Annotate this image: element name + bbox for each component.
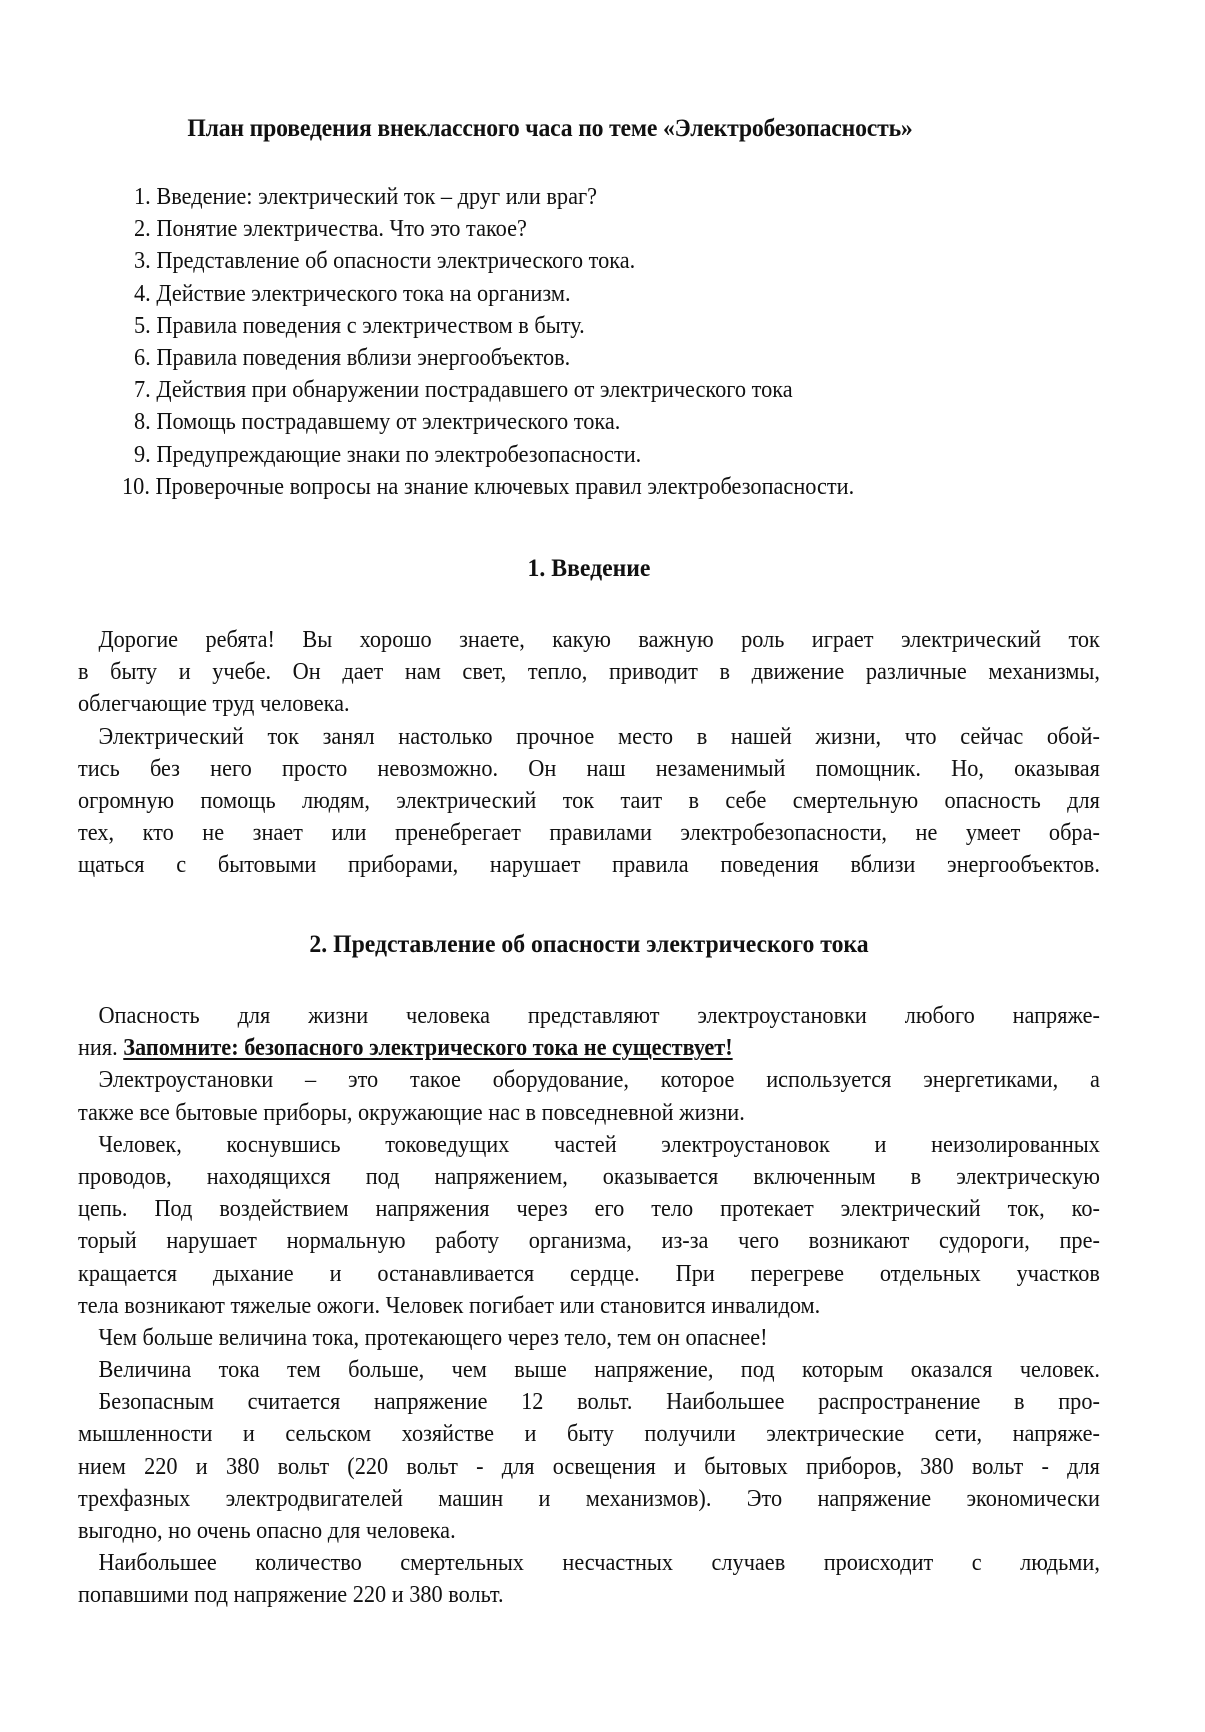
section-heading-introduction: 1. Введение [527, 553, 651, 582]
text-line: выгодно, но очень опасно для человека. [78, 1518, 456, 1544]
text-line: Наибольшее количество смертельных несчастных случаев происходит с людьми, [98, 1550, 1100, 1577]
text-line: тела возникают тяжелые ожоги. Человек погибает или становится инвалидом. [78, 1292, 821, 1319]
warning-emphasis: Запомните: безопасного электрического тока не существует! [123, 1035, 733, 1062]
plan-item: 4. Действие электрического тока на организм. [134, 280, 571, 307]
text-line: Чем больше величина тока, протекающего через тело, тем он опаснее! [98, 1324, 768, 1351]
section-heading-danger: 2. Представление об опасности электрического тока [309, 929, 869, 958]
introduction-text [78, 624, 1100, 882]
plan-item: 1. Введение: электрический ток – друг или враг? [134, 184, 598, 210]
text-line: тех, кто не знает или пренебрегает правилами электробезопасности, не умеет обра- [78, 820, 1100, 847]
text-line: цепь. Под воздействием напряжения через его тело протекает электрический ток, ко- [78, 1196, 1100, 1223]
text-line-with-emphasis [78, 1032, 1100, 1064]
text-line: Электрический ток занял настолько прочное место в нашей жизни, что сейчас обой- [98, 723, 1100, 750]
plan-item: 6. Правила поведения вблизи энергообъектов. [134, 344, 571, 371]
text-line: кращается дыхание и останавливается сердце. При перегреве отдельных участков [78, 1260, 1100, 1287]
plan-item: 3. Представление об опасности электрического тока. [134, 248, 636, 275]
text-line: тись без него просто невозможно. Он наш незаменимый помощник. Но, оказывая [78, 755, 1100, 782]
text-line: Дорогие ребята! Вы хорошо знаете, какую важную роль играет электрический ток [98, 627, 1100, 653]
text-fragment: ния. [78, 1035, 118, 1062]
plan-item: 10. Проверочные вопросы на знание ключевых правил электробезопасности. [122, 473, 855, 500]
text-line: Человек, коснувшись токоведущих частей электроустановок и неизолированных [98, 1131, 1100, 1158]
text-line: также все бытовые приборы, окружающие нас в повседневной жизни. [78, 1099, 745, 1126]
plan-list [122, 181, 909, 503]
text-line: попавшими под напряжение 220 и 380 вольт. [78, 1582, 504, 1609]
text-line: трехфазных электродвигателей машин и механизмов). Это напряжение экономически [78, 1485, 1100, 1512]
text-line: Безопасным считается напряжение 12 вольт. Наибольшее распространение в про- [98, 1389, 1100, 1416]
plan-item: 5. Правила поведения с электричеством в быту. [134, 312, 585, 339]
text-line: проводов, находящихся под напряжением, оказывается включенным в электрическую [78, 1163, 1100, 1190]
text-line: Величина тока тем больше, чем выше напряжение, под которым оказался человек. [98, 1357, 1100, 1384]
document-title: План проведения внеклассного часа по теме «Электробезопасность» [187, 113, 913, 142]
danger-section-text [78, 1000, 1100, 1612]
plan-item: 8. Помощь пострадавшему от электрического тока. [134, 409, 621, 436]
plan-item: 7. Действия при обнаружении пострадавшего от электрического тока [134, 377, 793, 404]
text-line: нием 220 и 380 вольт (220 вольт - для освещения и бытовых приборов, 380 вольт - для [78, 1453, 1100, 1480]
text-line: торый нарушает нормальную работу организма, из-за чего возникают судороги, пре- [78, 1228, 1100, 1255]
text-line: облегчающие труд человека. [78, 691, 350, 718]
plan-item: 2. Понятие электричества. Что это такое? [134, 216, 527, 243]
text-line: Опасность для жизни человека представляют электроустановки любого напряже- [98, 1003, 1100, 1029]
plan-item: 9. Предупреждающие знаки по электробезопасности. [134, 441, 642, 468]
text-line: Электроустановки – это такое оборудование, которое используется энергетиками, а [98, 1067, 1100, 1094]
text-line: щаться с бытовыми приборами, нарушает правила поведения вблизи энергообъектов. [78, 852, 1100, 879]
text-line: огромную помощь людям, электрический ток таит в себе смертельную опасность для [78, 787, 1100, 814]
text-line: в быту и учебе. Он дает нам свет, тепло, приводит в движение различные механизмы, [78, 659, 1100, 686]
text-line: мышленности и сельском хозяйстве и быту получили электрические сети, напряже- [78, 1421, 1100, 1448]
